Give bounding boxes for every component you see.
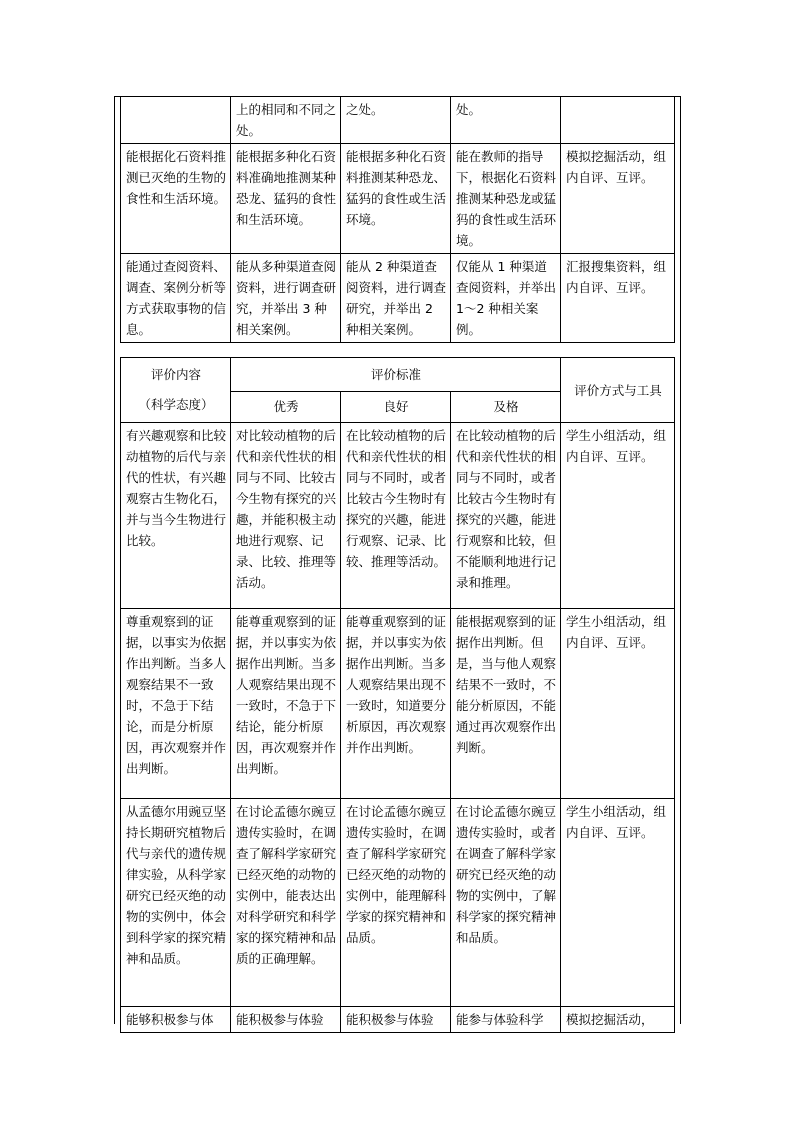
cell-pass: 能参与体验科学: [451, 1007, 561, 1033]
header-pass: 及格: [451, 391, 561, 422]
header-excellent: 优秀: [231, 391, 341, 422]
table-row: [121, 423, 675, 609]
cell-method: 汇报搜集资料，组内自评、互评。: [561, 254, 675, 343]
table-row: [121, 609, 675, 799]
cell-content: 从孟德尔用豌豆坚持长期研究植物后代与亲代的遗传规律实验，从科学家研究已经灭绝的动物的实例中，体会到科学家的探究精神和品质。: [121, 799, 231, 1007]
cell-pass: 在讨论孟德尔豌豆遗传实验时，或者在调查了解科学家研究已经灭绝的动物的实例中，了解科学家的探究精神和品质。: [451, 799, 561, 1007]
cell-excellent: 在讨论孟德尔豌豆遗传实验时，在调查了解科学家研究已经灭绝的动物的实例中，能表达出对科学研究和科学家的探究精神和品质的正确理解。: [231, 799, 341, 1007]
frame-left-line: [114, 96, 115, 1024]
cell-method: 模拟挖掘活动，组内自评、互评。: [561, 144, 675, 254]
cell-pass: 在比较动植物的后代和亲代性状的相同与不同时，或者比较古今生物时有探究的兴趣，能进行观察和比较，但不能顺利地进行记录和推理。: [451, 423, 561, 609]
cell-excellent: 能从多种渠道查阅资料，进行调查研究，并举出 3 种相关案例。: [231, 254, 341, 343]
cell-method: 学生小组活动，组内自评、互评。: [561, 609, 675, 799]
header-method-title: 评价方式与工具: [561, 358, 675, 423]
header-content-subtitle: （科学态度）: [138, 397, 214, 412]
cell-content: 能通过查阅资料、调查、案例分析等方式获取事物的信息。: [121, 254, 231, 343]
cell-good: 能尊重观察到的证据，并以事实为依据作出判断。当多人观察结果出现不一致时，知道要分析原因，再次观察并作出判断。: [341, 609, 451, 799]
table-row: [121, 144, 675, 254]
cell-method: 学生小组活动，组内自评、互评。: [561, 423, 675, 609]
cell-excellent: 对比较动植物的后代和亲代性状的相同与不同、比较古今生物有探究的兴趣，并能积极主动地进行观察、记录、比较、推理等活动。: [231, 423, 341, 609]
cell-content: 能够积极参与体: [121, 1007, 231, 1033]
cell-pass: 能在教师的指导下，根据化石资料推测某种恐龙或猛犸的食性或生活环境。: [451, 144, 561, 254]
cell-content: 尊重观察到的证据，以事实为依据作出判断。当多人观察结果不一致时，不急于下结论，而是分析原因，再次观察并作出判断。: [121, 609, 231, 799]
cell-good: 在讨论孟德尔豌豆遗传实验时，在调查了解科学家研究已经灭绝的动物的实例中，能理解科学家的探究精神和品质。: [341, 799, 451, 1007]
table-row: [121, 799, 675, 1007]
cell-method: [561, 97, 675, 144]
cell-good: 能根据多种化石资料推测某种恐龙、猛犸的食性或生活环境。: [341, 144, 451, 254]
table-row: [121, 1007, 675, 1033]
header-row: [121, 358, 675, 392]
header-criteria-title: 评价标准: [231, 358, 561, 392]
cell-excellent: 上的相同和不同之处。: [231, 97, 341, 144]
cell-content: 能根据化石资料推测已灭绝的生物的食性和生活环境。: [121, 144, 231, 254]
frame-right-line: [680, 96, 681, 1024]
cell-method: 模拟挖掘活动，: [561, 1007, 675, 1033]
header-content-title: 评价内容: [150, 367, 201, 382]
cell-good: 能从 2 种渠道查阅资料，进行调查研究，并举出 2 种相关案例。: [341, 254, 451, 343]
evaluation-table-knowledge: [120, 96, 675, 343]
cell-content: [121, 97, 231, 144]
cell-good: 之处。: [341, 97, 451, 144]
cell-pass: 处。: [451, 97, 561, 144]
cell-content: 有兴趣观察和比较动植物的后代与亲代的性状，有兴趣观察古生物化石，并与当今生物进行比较。: [121, 423, 231, 609]
cell-pass: 仅能从 1 种渠道查阅资料，并举出 1～2 种相关案例。: [451, 254, 561, 343]
cell-excellent: 能尊重观察到的证据，并以事实为依据作出判断。当多人观察结果出现不一致时，不急于下结论，能分析原因，再次观察并作出判断。: [231, 609, 341, 799]
cell-excellent: 能根据多种化石资料准确地推测某种恐龙、猛犸的食性和生活环境。: [231, 144, 341, 254]
cell-excellent: 能积极参与体验: [231, 1007, 341, 1033]
table-row: [121, 97, 675, 144]
header-good: 良好: [341, 391, 451, 422]
table-row: [121, 254, 675, 343]
cell-method: 学生小组活动，组内自评、互评。: [561, 799, 675, 1007]
cell-pass: 能根据观察到的证据作出判断。但是，当与他人观察结果不一致时，不能分析原因，不能通过再次观察作出判断。: [451, 609, 561, 799]
cell-good: 能积极参与体验: [341, 1007, 451, 1033]
cell-good: 在比较动植物的后代和亲代性状的相同与不同时，或者比较古今生物时有探究的兴趣，能进行观察、记录、比较、推理等活动。: [341, 423, 451, 609]
header-content-cell: [121, 358, 231, 423]
evaluation-table-attitude: [120, 357, 675, 1033]
